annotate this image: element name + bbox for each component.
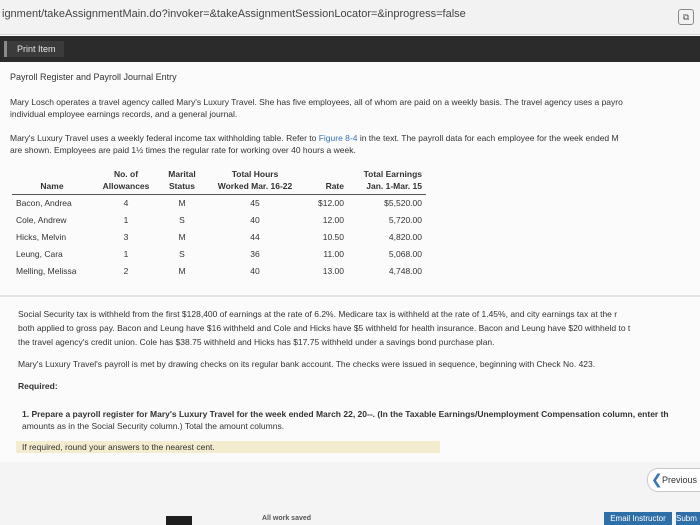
col-earnings: Jan. 1-Mar. 15: [348, 180, 426, 195]
paragraph-intro-1: Mary Losch operates a travel agency called Mary's Luxury Travel. She has five employees, all of whom are paid on a weekly basis. The travel agency uses a payro: [10, 97, 623, 107]
email-instructor-button[interactable]: Email Instructor: [604, 512, 672, 525]
table-row: Hicks, Melvin 3 M 44 10.50 4,820.00: [16, 232, 422, 242]
dark-tab[interactable]: [166, 516, 192, 525]
url-text[interactable]: ignment/takeAssignmentMain.do?invoker=&takeAssignmentSessionLocator=&inprogress=false: [2, 8, 466, 20]
paragraph-withholding-1: Mary's Luxury Travel uses a weekly federal income tax withholding table. Refer to Figure 8-4 in the text. The payroll data for each employee for the week ended M: [10, 133, 619, 143]
print-toolbar: [0, 36, 700, 62]
paragraph-taxes-2: both applied to gross pay. Bacon and Leung have $16 withheld and Cole and Hicks have $5 withheld for health insurance. Bacon and Leung have $20 withheld to t: [18, 323, 631, 333]
table-row: Leung, Cara 1 S 36 11.00 5,068.00: [16, 249, 422, 259]
required-heading: Required:: [18, 381, 58, 391]
paragraph-checks: Mary's Luxury Travel's payroll is met by drawing checks on its regular bank account. The checks were issued in sequence, beginning with Check No. 423.: [18, 359, 596, 369]
paragraph-taxes-3: the travel agency's credit union. Cole has $38.75 withheld and Hicks has $17.75 withheld under a savings bond purchase plan.: [18, 337, 495, 347]
print-item-button[interactable]: Print Item: [4, 41, 64, 57]
col-allowances: Allowances: [92, 180, 160, 195]
section-divider: [0, 295, 700, 297]
col-name: Name: [12, 180, 92, 195]
table-row: Bacon, Andrea 4 M 45 $12.00 $5,520.00: [16, 198, 422, 208]
col-rate: Rate: [306, 180, 348, 195]
problem-heading: Payroll Register and Payroll Journal Entry: [10, 72, 177, 82]
address-bar[interactable]: [0, 0, 700, 35]
paragraph-intro-2: individual employee earnings records, and a general journal.: [10, 109, 238, 119]
question-1-line-2: amounts as in the Social Security column.) Total the amount columns.: [22, 421, 285, 431]
puzzle-icon[interactable]: ⧉: [678, 9, 694, 25]
paragraph-taxes-1: Social Security tax is withheld from the first $128,400 of earnings at the rate of 6.2%. Medicare tax is withheld at the rate of 1.45%, and city earnings tax at the r: [18, 309, 618, 319]
figure-link[interactable]: Figure 8-4: [318, 133, 358, 143]
col-hours: Worked Mar. 16-22: [204, 180, 306, 195]
payroll-data-table: No. of Marital Total Hours Total Earnings Name Allowances Status Worked Mar. 16-22 Rate Jan. 1-Mar. 15 Bacon, Andrea 4 M 45 $12.00 $5,520.00 Cole, Andrew 1 S 40 12.00 5,720.00 Hicks, Melvin 3 M 44 10.50 4,820.00 Leung, Cara 1 S 36 11.00 5,068.00 Melling, Melissa 2 M 40 13.00 4,748.00: [12, 168, 426, 280]
submit-button[interactable]: Subm: [676, 512, 700, 525]
paragraph-withholding-2: are shown. Employees are paid 1½ times the regular rate for working over 40 hours a week.: [10, 145, 356, 155]
rounding-note: If required, round your answers to the nearest cent.: [16, 441, 440, 453]
chevron-left-icon: ❮: [651, 471, 663, 487]
assignment-document: [0, 62, 700, 462]
saved-status: All work saved: [262, 515, 312, 522]
bottom-bar: [0, 462, 700, 525]
table-row: Cole, Andrew 1 S 40 12.00 5,720.00: [16, 215, 422, 225]
col-status: Status: [160, 180, 204, 195]
table-row: Melling, Melissa 2 M 40 13.00 4,748.00: [16, 266, 422, 276]
question-1-line-1: 1. Prepare a payroll register for Mary's Luxury Travel for the week ended March 22, 20--. (In the Taxable Earnings/Unemployment Compensation column, enter th: [22, 409, 669, 419]
previous-button[interactable]: ❮ Previous: [647, 468, 700, 492]
